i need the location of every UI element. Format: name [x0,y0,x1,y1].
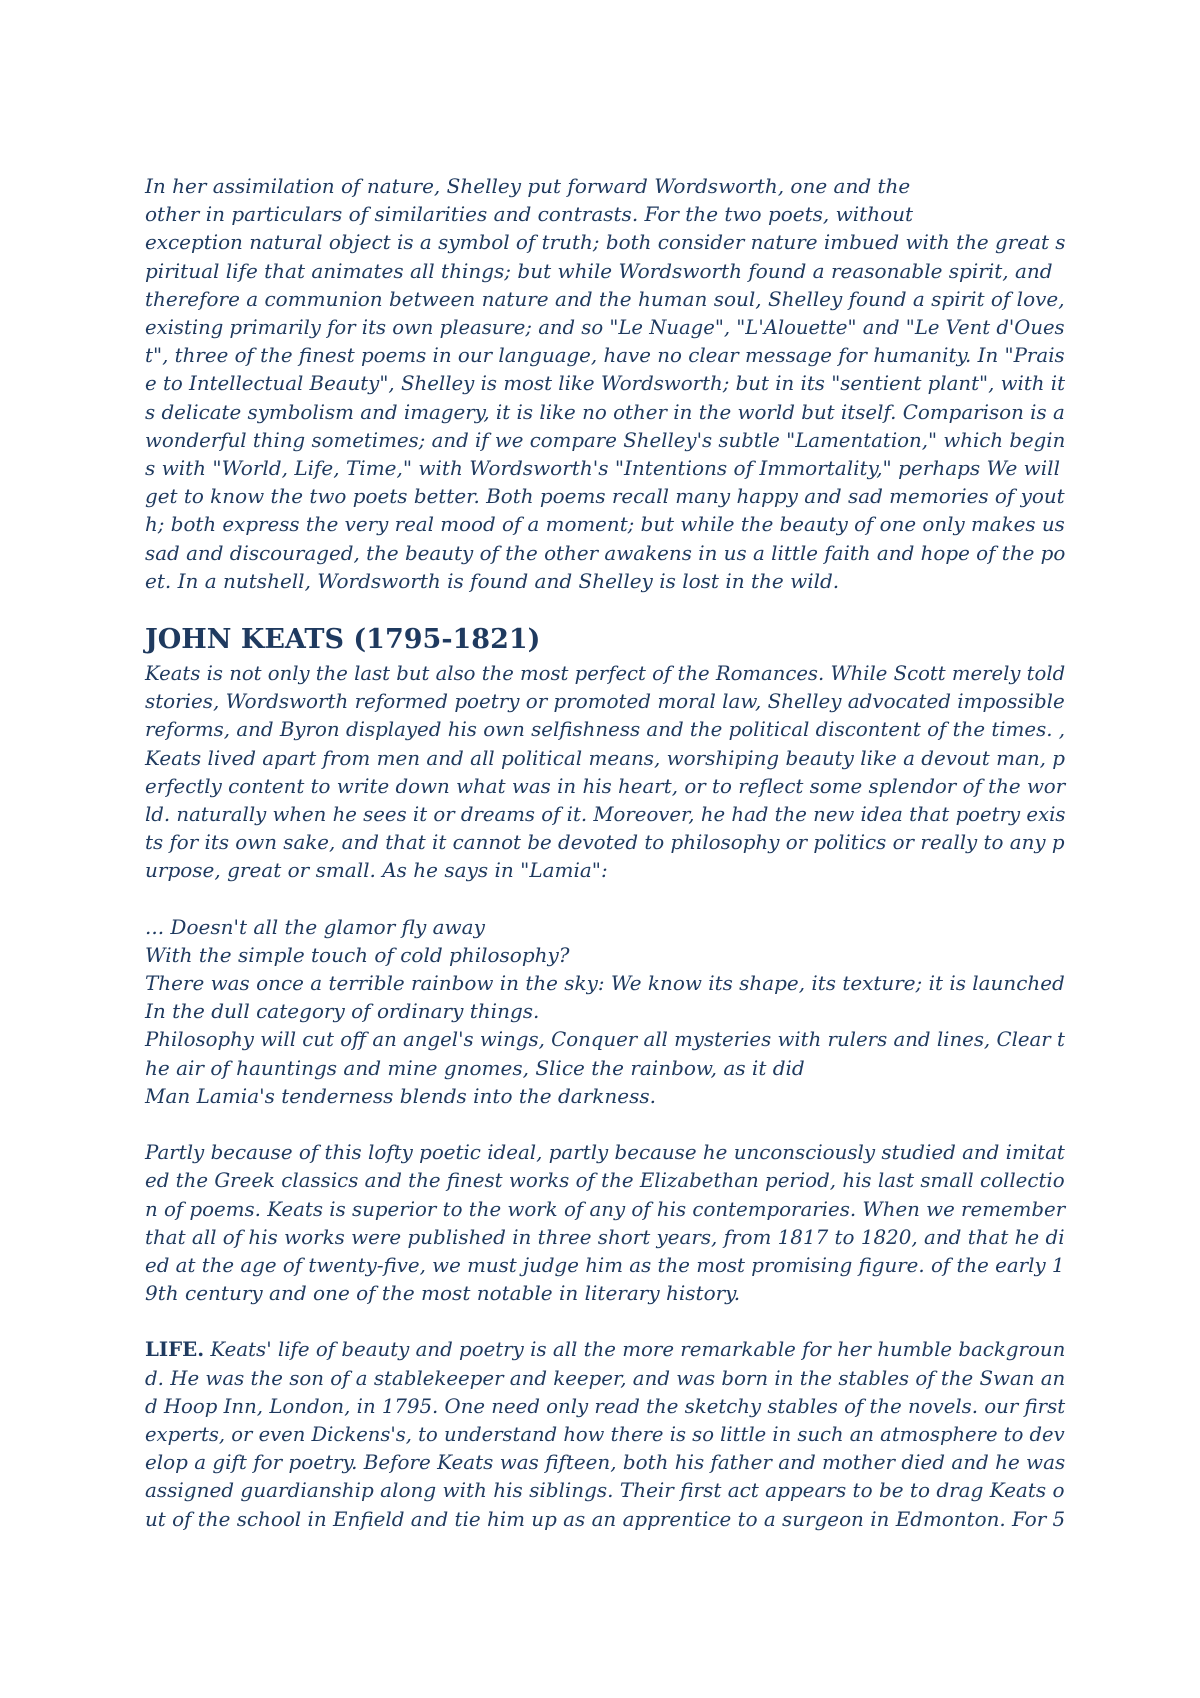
text-line: urpose, great or small. As he says in "Lamia": [145,858,608,883]
text-line: elop a gift for poetry. Before Keats was fifteen, both his father and mother died and he was [145,1450,1066,1475]
text-line: Keats lived apart from men and all political means, worshiping beauty like a devout man, p [145,745,1066,770]
text-line: Keats is not only the last but also the most perfect of the Romances. While Scott merely told [145,661,1066,686]
poem-line: he air of hauntings and mine gnomes, Slice the rainbow, as it did [145,1055,805,1080]
text-line: ld. naturally when he sees it or dreams of it. Moreover, he had the new idea that poetry exis [145,802,1066,827]
paragraph-shelley-wordsworth [145,172,1065,595]
text-line: 9th century and one of the most notable in literary history. [145,1281,741,1306]
text-line: stories, Wordsworth reformed poetry or promoted moral law, Shelley advocated impossible [145,689,1065,714]
poem-line: There was once a terrible rainbow in the sky: We know its shape, its texture; it is launched [145,971,1065,996]
text-line: wonderful thing sometimes; and if we compare Shelley's subtle "Lamentation," which begin [145,427,1066,452]
poem-line: With the simple touch of cold philosophy? [145,942,570,967]
text-line: assigned guardianship along with his siblings. Their first act appears to be to drag Keats o [145,1478,1065,1503]
text-line: that all of his works were published in three short years, from 1817 to 1820, and that he di [145,1224,1065,1249]
paragraph-keats-intro [145,659,1065,885]
text-line: t", three of the finest poems in our language, have no clear message for humanity. In "Prais [145,343,1065,368]
text-line: In her assimilation of nature, Shelley put forward Wordsworth, one and the [145,174,911,198]
paragraph-keats-life [145,1335,1065,1532]
text-line: h; both express the very real mood of a moment; but while the beauty of one only makes us [145,512,1065,537]
text-line: et. In a nutshell, Wordsworth is found and Shelley is lost in the wild. [145,568,840,593]
section-heading: JOHN KEATS (1795-1821) [145,624,541,656]
text-line: reforms, and Byron displayed his own selfishness and the political discontent of the times. , [145,717,1066,742]
text-line: exception natural object is a symbol of truth; both consider nature imbued with the great s [145,230,1066,255]
poem-line: Man Lamia's tenderness blends into the darkness. [145,1083,656,1108]
text-line: d Hoop Inn, London, in 1795. One need only read the sketchy stables of the novels. our first [145,1393,1066,1418]
poem-line: ... Doesn't all the glamor fly away [145,914,485,939]
text-line: piritual life that animates all things; but while Wordsworth found a reasonable spirit, and [145,258,1053,283]
paragraph-keats-ideal [145,1138,1065,1307]
life-first-line: Keats' life of beauty and poetry is all the more remarkable for her humble backgroun [204,1337,1066,1362]
text-line: ut of the school in Enfield and tie him up as an apprentice to a surgeon in Edmonton. For 5 [145,1506,1066,1531]
text-line: ed at the age of twenty-five, we must judge him as the most promising figure. of the early 1 [145,1252,1065,1277]
text-line: n of poems. Keats is superior to the work of any of his contemporaries. When we remember [145,1196,1066,1221]
text-line: erfectly content to write down what was in his heart, or to reflect some splendor of the wor [145,773,1066,798]
text-line: ts for its own sake, and that it cannot be devoted to philosophy or politics or really to any p [145,830,1065,855]
poem-quote [145,913,1065,1110]
text-line: get to know the two poets better. Both poems recall many happy and sad memories of yout [145,484,1065,509]
text-line: s delicate symbolism and imagery, it is like no other in the world but itself. Comparison is a [145,399,1065,424]
text-line: e to Intellectual Beauty", Shelley is most like Wordsworth; but in its "sentient plant", with it [145,371,1066,396]
text-line: existing primarily for its own pleasure; and so "Le Nuage", "L'Alouette" and "Le Vent d'Oues [145,315,1065,340]
text-line [145,1335,1066,1363]
life-label: LIFE. [145,1337,205,1362]
text-line: Partly because of this lofty poetic ideal, partly because he unconsciously studied and imitat [145,1140,1065,1165]
poem-line: In the dull category of ordinary things. [145,999,540,1024]
text-line: experts, or even Dickens's, to understand how there is so little in such an atmosphere to dev [145,1421,1065,1446]
text-line: d. He was the son of a stablekeeper and keeper, and was born in the stables of the Swan an [145,1365,1066,1390]
text-line: s with "World, Life, Time," with Wordsworth's "Intentions of Immortality," perhaps We will [145,456,1060,481]
poem-line: Philosophy will cut off an angel's wings, Conquer all mysteries with rulers and lines, Clear t [145,1027,1065,1052]
text-line: therefore a communion between nature and the human soul, Shelley found a spirit of love, [145,286,1065,311]
text-line: other in particulars of similarities and contrasts. For the two poets, without [145,202,914,227]
text-line: ed the Greek classics and the finest works of the Elizabethan period, his last small collectio [145,1168,1065,1193]
text-line: sad and discouraged, the beauty of the other awakens in us a little faith and hope of the po [145,540,1066,565]
document-page [145,172,1065,1561]
